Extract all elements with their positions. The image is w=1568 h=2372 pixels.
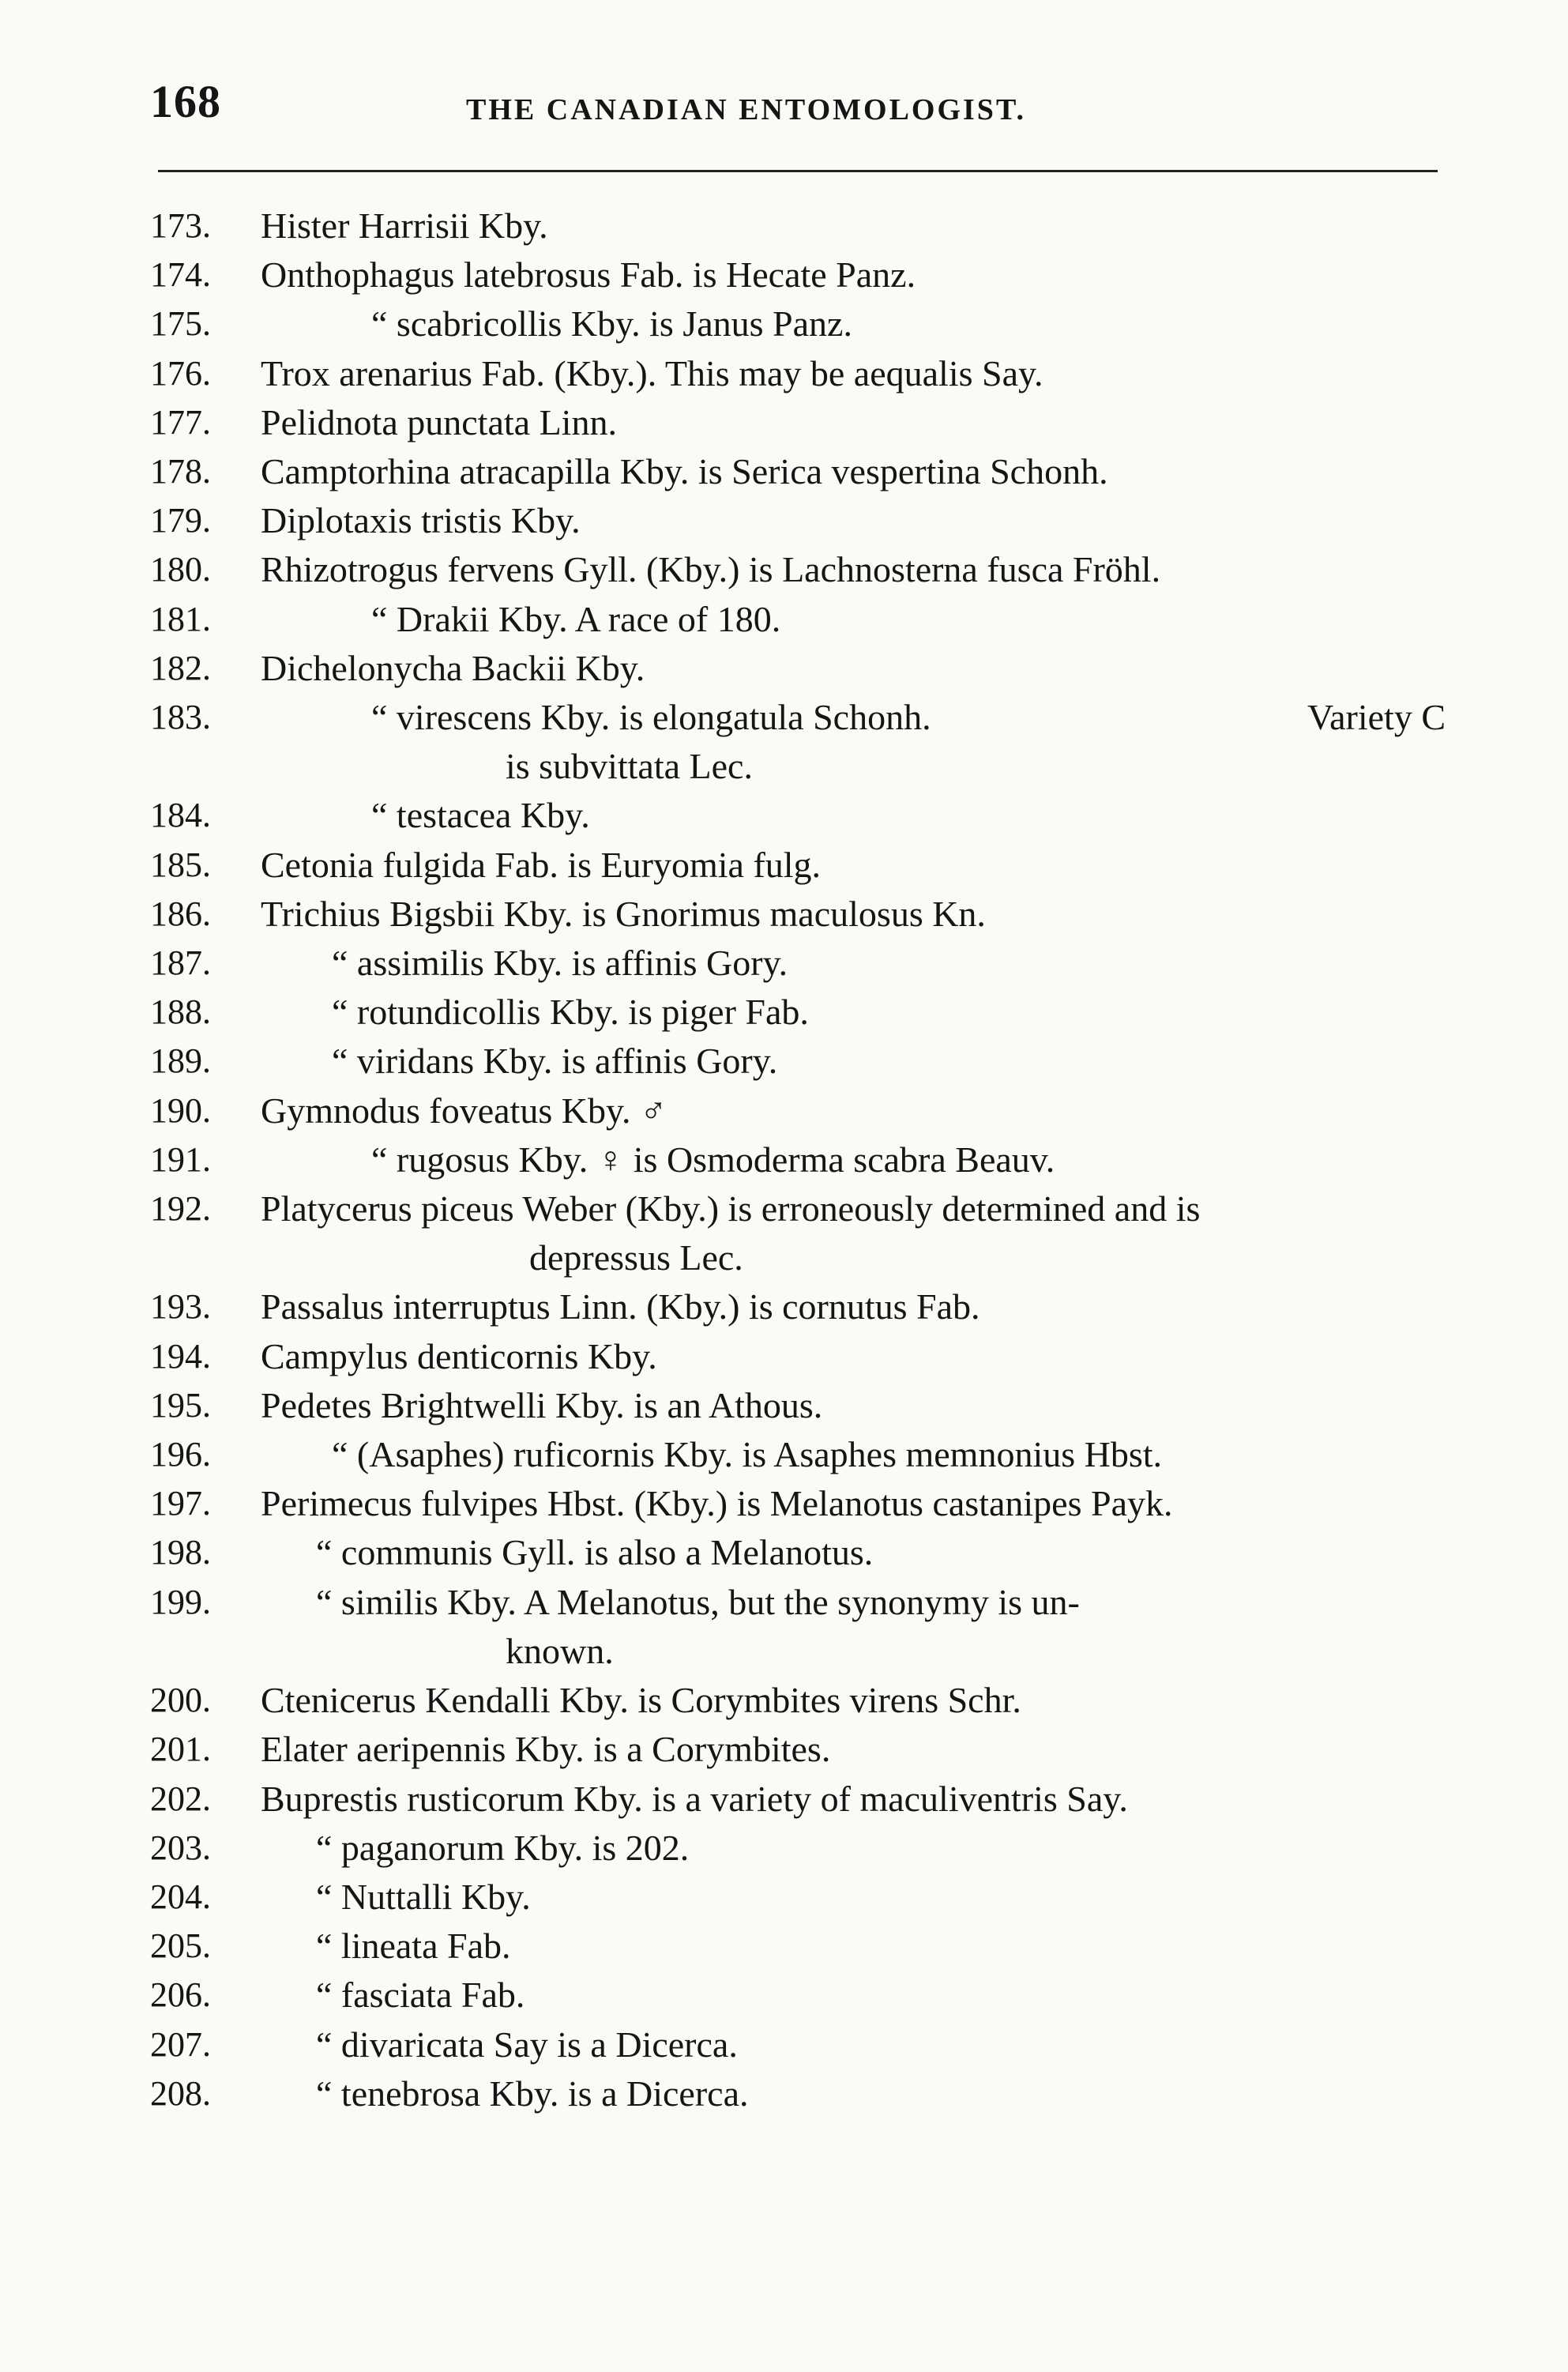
header-rule — [158, 170, 1438, 172]
list-item — [150, 988, 1446, 1037]
list-item — [150, 349, 1446, 398]
list-item — [150, 299, 1446, 348]
entry-number: 196. — [150, 1435, 211, 1474]
entry-text: Perimecus fulvipes Hbst. (Kby.) is Melanotus castanipes Payk. — [261, 1483, 1173, 1524]
list-item — [150, 496, 1446, 545]
list-item — [150, 1381, 1446, 1430]
entry-number: 181. — [150, 599, 211, 638]
list-item — [150, 1184, 1446, 1282]
list-item — [150, 939, 1446, 988]
entry-text: Gymnodus foveatus Kby. ♂ — [261, 1090, 667, 1131]
entry-number: 203. — [150, 1828, 211, 1867]
entry-number: 204. — [150, 1877, 211, 1916]
list-item — [150, 1676, 1446, 1725]
entry-text: Cetonia fulgida Fab. is Euryomia fulg. — [261, 844, 822, 885]
list-item — [150, 1037, 1446, 1086]
list-item — [150, 595, 1446, 644]
entry-number: 201. — [150, 1730, 211, 1769]
list-item — [150, 693, 1446, 791]
entry-text: “ similis Kby. A Melanotus, but the synonymy is un- — [316, 1581, 1080, 1622]
entry-number: 199. — [150, 1582, 211, 1621]
list-item — [150, 644, 1446, 693]
entry-text: “ fasciata Fab. — [316, 1975, 525, 2016]
list-item — [150, 890, 1446, 939]
list-item — [150, 1824, 1446, 1873]
entry-number: 192. — [150, 1189, 211, 1229]
entry-text: “ assimilis Kby. is affinis Gory. — [332, 943, 788, 984]
list-item — [150, 1528, 1446, 1577]
entry-number: 187. — [150, 943, 211, 983]
entry-text: Pelidnota punctata Linn. — [261, 401, 617, 442]
list-item — [150, 1086, 1446, 1135]
list-item — [150, 1282, 1446, 1331]
entry-number: 176. — [150, 353, 211, 393]
entry-number: 178. — [150, 452, 211, 491]
entry-number: 188. — [150, 992, 211, 1032]
entry-text: Passalus interruptus Linn. (Kby.) is cornutus Fab. — [261, 1286, 980, 1327]
entry-text: Hister Harrisii Kby. — [261, 205, 548, 246]
entry-text: Trox arenarius Fab. (Kby.). This may be aequalis Say. — [261, 352, 1043, 393]
entry-text: “ divaricata Say is a Dicerca. — [316, 2024, 738, 2065]
running-title: THE CANADIAN ENTOMOLOGIST. — [466, 93, 1026, 126]
entry-number: 208. — [150, 2073, 211, 2113]
entry-number: 174. — [150, 255, 211, 295]
entry-text: Campylus denticornis Kby. — [261, 1335, 657, 1376]
list-item — [150, 545, 1446, 594]
entry-number: 194. — [150, 1336, 211, 1376]
entry-number: 189. — [150, 1041, 211, 1081]
list-item — [150, 2020, 1446, 2069]
list-item — [150, 791, 1446, 840]
page-number: 168 — [150, 76, 221, 127]
list-item — [150, 201, 1446, 250]
entry-number: 179. — [150, 501, 211, 540]
entry-text: “ communis Gyll. is also a Melanotus. — [316, 1532, 874, 1573]
entry-text: Rhizotrogus fervens Gyll. (Kby.) is Lachnosterna fusca Fröhl. — [261, 549, 1161, 590]
entry-text: Dichelonycha Backii Kby. — [261, 647, 645, 688]
entry-text: “ paganorum Kby. is 202. — [316, 1827, 690, 1868]
entry-text: “ lineata Fab. — [316, 1926, 511, 1967]
entry-number: 173. — [150, 206, 211, 245]
entry-text: Onthophagus latebrosus Fab. is Hecate Panz. — [261, 254, 916, 296]
list-item — [150, 841, 1446, 890]
entry-number: 186. — [150, 894, 211, 933]
entry-number: 191. — [150, 1139, 211, 1179]
entry-text: “ rugosus Kby. ♀ is Osmoderma scabra Beauv. — [371, 1139, 1055, 1180]
entry-number: 193. — [150, 1287, 211, 1327]
entry-continuation: is subvittata Lec. — [506, 746, 753, 787]
list-item — [150, 1873, 1446, 1922]
entry-text: Buprestis rusticorum Kby. is a variety of maculiventris Say. — [261, 1778, 1128, 1819]
entry-continuation: depressus Lec. — [529, 1237, 743, 1278]
list-item — [150, 1578, 1446, 1676]
list-item — [150, 1135, 1446, 1184]
entry-text: Ctenicerus Kendalli Kby. is Corymbites virens Schr. — [261, 1680, 1021, 1721]
entry-number: 183. — [150, 698, 211, 737]
entry-text: “ rotundicollis Kby. is piger Fab. — [332, 992, 809, 1033]
entry-text: Elater aeripennis Kby. is a Corymbites. — [261, 1729, 831, 1770]
entry-number: 206. — [150, 1975, 211, 2015]
entry-number: 205. — [150, 1926, 211, 1966]
list-item — [150, 1332, 1446, 1381]
entry-text: “ (Asaphes) ruficornis Kby. is Asaphes memnonius Hbst. — [332, 1434, 1163, 1475]
synonymy-list — [150, 201, 1446, 2118]
entry-text: Camptorhina atracapilla Kby. is Serica vespertina Schonh. — [261, 451, 1108, 492]
entry-number: 200. — [150, 1681, 211, 1720]
entry-text: Platycerus piceus Weber (Kby.) is erroneously determined and is — [261, 1188, 1201, 1229]
entry-text-right: Variety C — [1307, 697, 1446, 738]
list-item — [150, 1479, 1446, 1528]
entry-text: Diplotaxis tristis Kby. — [261, 500, 581, 541]
entry-number: 184. — [150, 796, 211, 835]
entry-number: 202. — [150, 1779, 211, 1818]
list-item — [150, 398, 1446, 447]
entry-text: Trichius Bigsbii Kby. is Gnorimus maculosus Kn. — [261, 893, 986, 934]
page-header — [150, 75, 1446, 138]
entry-text: “ scabricollis Kby. is Janus Panz. — [371, 303, 852, 345]
entry-number: 195. — [150, 1385, 211, 1425]
entry-text: “ Nuttalli Kby. — [316, 1876, 531, 1917]
entry-number: 197. — [150, 1484, 211, 1523]
entry-number: 180. — [150, 550, 211, 589]
list-item — [150, 250, 1446, 299]
entry-continuation: known. — [506, 1630, 614, 1671]
entry-number: 190. — [150, 1090, 211, 1130]
entry-number: 182. — [150, 648, 211, 687]
entry-text: Pedetes Brightwelli Kby. is an Athous. — [261, 1384, 823, 1425]
entry-text: “ virescens Kby. is elongatula Schonh. — [371, 697, 931, 738]
entry-number: 198. — [150, 1533, 211, 1572]
list-item — [150, 1775, 1446, 1824]
entry-number: 175. — [150, 304, 211, 344]
list-item — [150, 447, 1446, 496]
list-item — [150, 1922, 1446, 1971]
entry-text: “ Drakii Kby. A race of 180. — [371, 598, 781, 639]
entry-number: 185. — [150, 845, 211, 884]
entry-number: 177. — [150, 402, 211, 442]
entry-text: “ tenebrosa Kby. is a Dicerca. — [316, 2073, 749, 2114]
entry-text: “ testacea Kby. — [371, 795, 590, 836]
list-item — [150, 1971, 1446, 2020]
entry-number: 207. — [150, 2024, 211, 2064]
entry-text: “ viridans Kby. is affinis Gory. — [332, 1041, 778, 1082]
list-item — [150, 1430, 1446, 1479]
list-item — [150, 1725, 1446, 1774]
list-item — [150, 2069, 1446, 2118]
